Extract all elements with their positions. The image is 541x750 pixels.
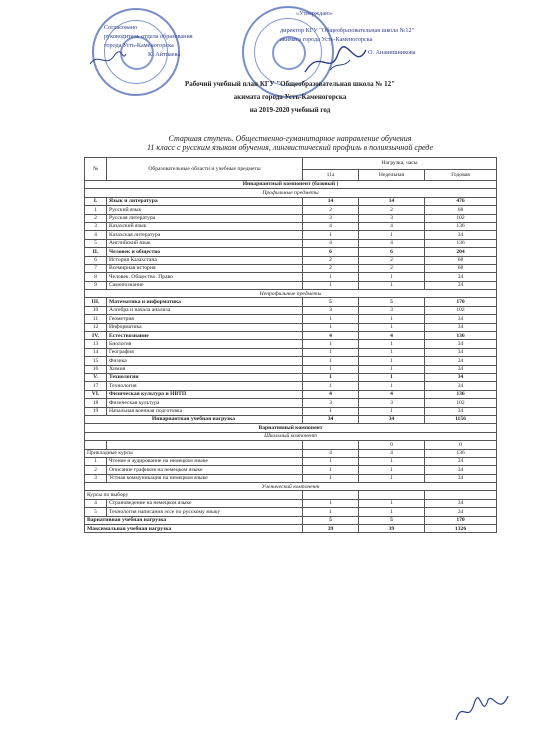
cell-weekly: 1	[359, 407, 425, 415]
cell-number: 18	[85, 399, 107, 407]
cell-weekly: 1	[359, 382, 425, 390]
table-row	[85, 214, 497, 222]
table-row	[85, 357, 497, 365]
cell-weekly: 1	[359, 357, 425, 365]
cell-number: 13	[85, 340, 107, 348]
table-row	[85, 332, 497, 340]
cell-number: IV.	[85, 332, 107, 340]
cell-weekly: 3	[359, 306, 425, 314]
cell-number: 15	[85, 357, 107, 365]
band-label: Вариативный компонент	[85, 424, 497, 432]
cell-number: 3	[85, 474, 107, 482]
curriculum-table	[84, 157, 497, 533]
cell-grade: 1	[303, 323, 359, 331]
cell-yearly: 136	[425, 390, 497, 398]
plan-heading-line-3: на 2019-2020 учебный год	[249, 106, 331, 114]
cell-subject: Человек. Общество. Право	[107, 273, 303, 281]
plan-heading-line-2: акимата города Усть-Каменогорска	[233, 93, 347, 101]
table-row	[85, 457, 497, 465]
cell-number: 12	[85, 323, 107, 331]
cell-number	[85, 441, 107, 449]
cell-yearly: 68	[425, 206, 497, 214]
head-load: Нагрузка, часы	[303, 158, 497, 170]
table-row	[85, 424, 497, 432]
table-row	[85, 432, 497, 440]
cell-grade: 1	[303, 281, 359, 289]
cell-subject	[107, 441, 303, 449]
cell-weekly	[359, 491, 425, 499]
cell-number: III.	[85, 298, 107, 306]
cell-grade: 1	[303, 348, 359, 356]
cell-grade: 34	[303, 415, 359, 423]
cell-subject: Казахская литература	[107, 231, 303, 239]
course-group-label: Прикладные курсы	[85, 449, 303, 457]
cell-weekly: 4	[359, 390, 425, 398]
band-label: Непрофильные предметы	[85, 290, 497, 298]
cell-yearly: 34	[425, 508, 497, 516]
cell-subject: Русский язык	[107, 206, 303, 214]
cell-grade: 1	[303, 273, 359, 281]
cell-grade: 4	[303, 390, 359, 398]
bottom-signature	[452, 690, 512, 730]
cell-weekly: 34	[359, 415, 425, 423]
cell-grade: 1	[303, 357, 359, 365]
cell-grade: 1	[303, 466, 359, 474]
cell-grade: 1	[303, 365, 359, 373]
cell-grade	[303, 491, 359, 499]
cell-yearly: 102	[425, 306, 497, 314]
table-row	[85, 483, 497, 491]
cell-yearly: 34	[425, 466, 497, 474]
table-row	[85, 239, 497, 247]
cell-weekly: 4	[359, 222, 425, 230]
cell-weekly: 1	[359, 508, 425, 516]
cell-weekly: 1	[359, 373, 425, 381]
cell-yearly: 476	[425, 197, 497, 205]
table-row	[85, 382, 497, 390]
total-label: Вариативная учебная нагрузка	[85, 516, 303, 524]
cell-grade: 4	[303, 332, 359, 340]
cell-subject: История Казахстана	[107, 256, 303, 264]
cell-grade: 5	[303, 516, 359, 524]
cell-subject: Человек и общество	[107, 248, 303, 256]
table-row	[85, 222, 497, 230]
cell-subject: Физическая культура	[107, 399, 303, 407]
cell-weekly: 1	[359, 474, 425, 482]
cell-subject: Страноведение на немецком языке	[107, 499, 303, 507]
cell-weekly: 1	[359, 231, 425, 239]
cell-number: 5	[85, 239, 107, 247]
cell-yearly: 170	[425, 298, 497, 306]
table-row	[85, 323, 497, 331]
cell-grade: 1	[303, 340, 359, 348]
table-row	[85, 340, 497, 348]
cell-grade: 3	[303, 214, 359, 222]
cell-weekly: 39	[359, 525, 425, 533]
cell-yearly: 34	[425, 382, 497, 390]
cell-weekly: 2	[359, 264, 425, 272]
cell-number: 11	[85, 315, 107, 323]
table-row	[85, 206, 497, 214]
cell-weekly: 5	[359, 298, 425, 306]
cell-yearly: 102	[425, 214, 497, 222]
cell-yearly: 1326	[425, 525, 497, 533]
cell-yearly: 170	[425, 516, 497, 524]
cell-yearly: 34	[425, 499, 497, 507]
cell-grade: 1	[303, 499, 359, 507]
band-label: Инвариантный компонент (базовый )	[85, 181, 497, 189]
cell-number: 6	[85, 256, 107, 264]
cell-grade: 14	[303, 197, 359, 205]
cell-subject: Описание графиков на немецком языке	[107, 466, 303, 474]
cell-grade: 2	[303, 206, 359, 214]
table-row	[85, 281, 497, 289]
cell-grade	[303, 441, 359, 449]
head-num: №	[85, 158, 107, 181]
cell-yearly: 102	[425, 399, 497, 407]
cell-weekly: 1	[359, 315, 425, 323]
cell-subject: Всемирная история	[107, 264, 303, 272]
cell-weekly: 4	[359, 449, 425, 457]
head-weekly: Недельная	[359, 169, 425, 181]
cell-weekly: 14	[359, 197, 425, 205]
cell-grade: 2	[303, 264, 359, 272]
band-label: Школьный компонент	[85, 432, 497, 440]
table-row	[85, 348, 497, 356]
cell-grade: 5	[303, 298, 359, 306]
cell-grade: 6	[303, 248, 359, 256]
table-row	[85, 390, 497, 398]
table-row	[85, 415, 497, 423]
cell-grade: 1	[303, 373, 359, 381]
cell-number: 17	[85, 382, 107, 390]
cell-yearly: 34	[425, 231, 497, 239]
cell-grade: 4	[303, 239, 359, 247]
cell-number: 10	[85, 306, 107, 314]
cell-yearly: 0	[425, 441, 497, 449]
cell-number: V.	[85, 373, 107, 381]
director-signature	[300, 42, 370, 82]
cell-grade: 1	[303, 457, 359, 465]
cell-weekly: 1	[359, 273, 425, 281]
cell-yearly: 136	[425, 239, 497, 247]
cell-number: 2	[85, 214, 107, 222]
cell-weekly: 1	[359, 340, 425, 348]
cell-yearly: 34	[425, 373, 497, 381]
cell-subject: Чтение и аудирование на немецком языке	[107, 457, 303, 465]
cell-grade: 1	[303, 474, 359, 482]
cell-grade: 4	[303, 449, 359, 457]
cell-number: 4	[85, 499, 107, 507]
approval-right-line-3: акимата города Усть-Каменогорска	[280, 36, 373, 43]
approval-left-line-1: Согласовано	[104, 24, 138, 31]
cell-subject: Язык и литература	[107, 197, 303, 205]
cell-yearly: 68	[425, 264, 497, 272]
cell-number: 16	[85, 365, 107, 373]
cell-subject: Технологии	[107, 373, 303, 381]
cell-weekly: 3	[359, 399, 425, 407]
table-row	[85, 181, 497, 189]
cell-subject: Химия	[107, 365, 303, 373]
cell-yearly: 34	[425, 323, 497, 331]
cell-yearly: 34	[425, 357, 497, 365]
cell-number: 2	[85, 466, 107, 474]
cell-weekly: 2	[359, 206, 425, 214]
cell-yearly: 34	[425, 457, 497, 465]
table-body	[85, 181, 497, 533]
cell-number: 1	[85, 206, 107, 214]
cell-weekly: 4	[359, 239, 425, 247]
cell-weekly: 1	[359, 457, 425, 465]
cell-yearly: 34	[425, 365, 497, 373]
total-label: Инвариантная учебная нагрузка	[85, 415, 303, 423]
total-label: Максимальная учебная нагрузка	[85, 525, 303, 533]
table-row	[85, 306, 497, 314]
course-group-label: Курсы по выбору	[85, 491, 303, 499]
cell-yearly: 34	[425, 348, 497, 356]
cell-weekly: 2	[359, 256, 425, 264]
cell-subject: Геометрия	[107, 315, 303, 323]
approval-left-line-4: К. Айтпаева	[148, 51, 181, 58]
cell-grade: 39	[303, 525, 359, 533]
table-row	[85, 499, 497, 507]
cell-number: I.	[85, 197, 107, 205]
cell-weekly: 1	[359, 466, 425, 474]
cell-subject: Русская литература	[107, 214, 303, 222]
cell-number: 14	[85, 348, 107, 356]
cell-yearly: 1156	[425, 415, 497, 423]
cell-yearly: 34	[425, 340, 497, 348]
cell-grade: 1	[303, 315, 359, 323]
cell-number: 3	[85, 222, 107, 230]
cell-subject: Устная коммуникация на немецком языке	[107, 474, 303, 482]
cell-number: VI.	[85, 390, 107, 398]
table-row	[85, 474, 497, 482]
cell-yearly: 136	[425, 449, 497, 457]
cell-number: 9	[85, 281, 107, 289]
cell-grade: 3	[303, 399, 359, 407]
cell-yearly	[425, 491, 497, 499]
cell-grade: 4	[303, 222, 359, 230]
approval-right-line-2: директор КГУ "Общеобразовательная школа №12"	[280, 27, 415, 34]
head-yearly: Годовая	[425, 169, 497, 181]
cell-subject: Технология	[107, 382, 303, 390]
band-label: Ученический компонент	[85, 483, 497, 491]
table-row	[85, 315, 497, 323]
cell-weekly: 1	[359, 323, 425, 331]
cell-subject: Технология написания эссе по русскому языку	[107, 508, 303, 516]
cell-grade: 2	[303, 256, 359, 264]
table-row	[85, 298, 497, 306]
approval-right-line-1: «Утверждаю»	[296, 10, 333, 17]
cell-subject: Естествознание	[107, 332, 303, 340]
band-label: Профильные предметы	[85, 189, 497, 197]
cell-yearly: 68	[425, 256, 497, 264]
table-row	[85, 466, 497, 474]
table-row	[85, 407, 497, 415]
cell-grade: 1	[303, 407, 359, 415]
cell-number: 8	[85, 273, 107, 281]
cell-weekly: 1	[359, 281, 425, 289]
table-row	[85, 373, 497, 381]
cell-yearly: 34	[425, 281, 497, 289]
cell-number: 7	[85, 264, 107, 272]
head-grade: 11а	[303, 169, 359, 181]
head-subjects: Образовательные области и учебные предметы	[107, 158, 303, 181]
cell-subject: Физика	[107, 357, 303, 365]
title-line-1: Старшая ступень. Общественно-гуманитарное направление обучения	[168, 134, 412, 143]
cell-weekly: 0	[359, 441, 425, 449]
cell-subject: Информатика	[107, 323, 303, 331]
title-line-2: 11 класс с русским языком обучения, лингвистический профиль в полиязычной среде	[147, 143, 433, 152]
cell-weekly: 3	[359, 214, 425, 222]
table-row	[85, 256, 497, 264]
table-head-row	[85, 158, 497, 170]
cell-yearly: 34	[425, 407, 497, 415]
table-row	[85, 399, 497, 407]
cell-grade: 1	[303, 508, 359, 516]
cell-yearly: 136	[425, 222, 497, 230]
cell-subject: Биология	[107, 340, 303, 348]
cell-weekly: 4	[359, 332, 425, 340]
table-row	[85, 264, 497, 272]
cell-weekly: 1	[359, 499, 425, 507]
table-row	[85, 290, 497, 298]
approval-signature	[88, 50, 128, 70]
cell-grade: 1	[303, 231, 359, 239]
table-row	[85, 441, 497, 449]
table-row	[85, 197, 497, 205]
cell-number: 4	[85, 231, 107, 239]
table-row	[85, 248, 497, 256]
cell-subject: Английский язык	[107, 239, 303, 247]
cell-number: 1	[85, 457, 107, 465]
cell-number: II.	[85, 248, 107, 256]
cell-subject: География	[107, 348, 303, 356]
table-row	[85, 365, 497, 373]
cell-weekly: 1	[359, 365, 425, 373]
plan-heading-line-1: Рабочий учебный план КГУ "Общеобразовательная школа № 12"	[184, 80, 396, 88]
table-row	[85, 273, 497, 281]
plan-heading	[90, 80, 490, 114]
cell-weekly: 6	[359, 248, 425, 256]
cell-yearly: 34	[425, 474, 497, 482]
approval-left-line-2: руководитель отдела образования	[104, 33, 193, 40]
cell-subject: Алгебра и начала анализа	[107, 306, 303, 314]
cell-subject: Математика и информатика	[107, 298, 303, 306]
cell-yearly: 136	[425, 332, 497, 340]
cell-grade: 3	[303, 306, 359, 314]
table-row	[85, 508, 497, 516]
cell-yearly: 34	[425, 315, 497, 323]
cell-weekly: 1	[359, 348, 425, 356]
cell-subject: Начальная военная подготовка	[107, 407, 303, 415]
cell-number: 5	[85, 508, 107, 516]
cell-weekly: 5	[359, 516, 425, 524]
cell-subject: Физическая культура и НВТП	[107, 390, 303, 398]
cell-yearly: 204	[425, 248, 497, 256]
table-row	[85, 231, 497, 239]
table-row	[85, 449, 497, 457]
table-row	[85, 525, 497, 533]
table-row	[85, 491, 497, 499]
approval-left-line-3: города Усть-Каменогорска	[104, 42, 174, 49]
page-title	[80, 134, 500, 152]
approval-right-line-4: О. Ананишникова	[368, 49, 416, 56]
cell-grade: 1	[303, 382, 359, 390]
cell-yearly: 34	[425, 273, 497, 281]
cell-subject: Казахский язык	[107, 222, 303, 230]
table-row	[85, 516, 497, 524]
cell-subject: Самопознание	[107, 281, 303, 289]
table-row	[85, 189, 497, 197]
cell-number: 19	[85, 407, 107, 415]
